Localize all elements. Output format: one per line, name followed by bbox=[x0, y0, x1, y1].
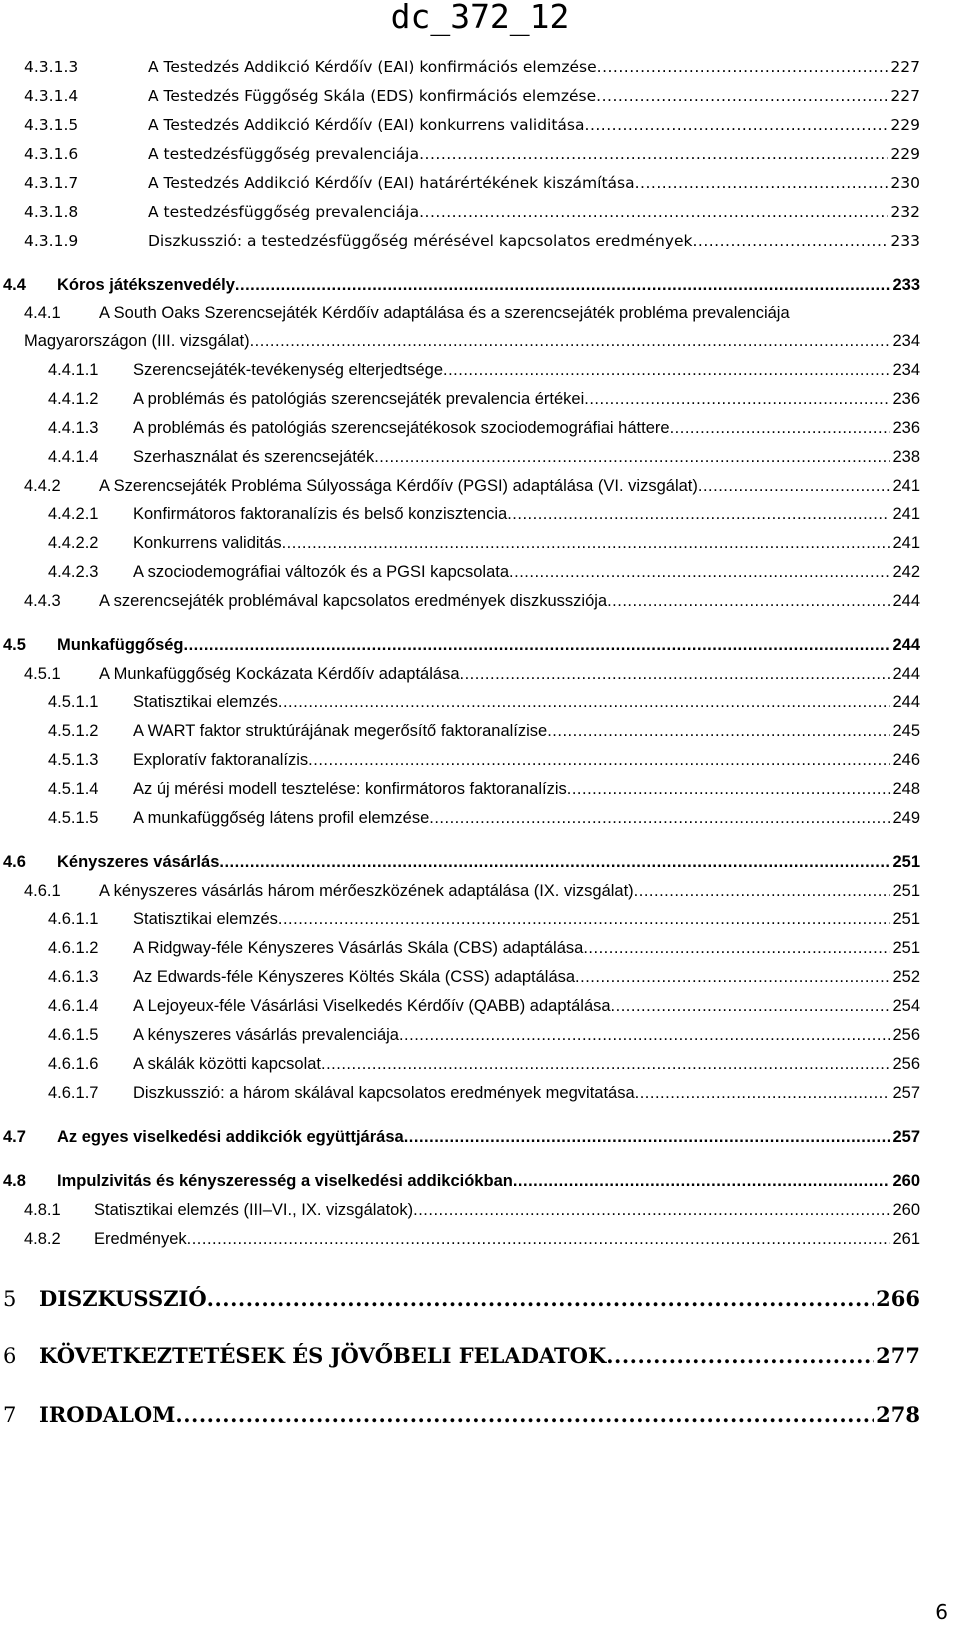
toc-dot-leader bbox=[513, 1172, 891, 1191]
toc-entry-number: 4.4.2.1 bbox=[48, 505, 99, 523]
toc-entry-number: 4.3.1.6 bbox=[24, 145, 79, 163]
toc-entry-page: 266 bbox=[876, 1286, 920, 1311]
toc-entry-number: 4.4.2.3 bbox=[48, 563, 99, 581]
toc-entry-page: 260 bbox=[892, 1201, 920, 1219]
toc-dot-leader bbox=[184, 636, 891, 655]
toc-entry-title: A WART faktor struktúrájának megerősítő faktoranalízise bbox=[133, 722, 548, 740]
toc-entry-title: A kényszeres vásárlás három mérőeszközének adaptálása (IX. vizsgálat) bbox=[99, 882, 634, 900]
toc-entry-number: 4.4.2 bbox=[24, 477, 61, 495]
toc-dot-leader bbox=[692, 232, 888, 250]
toc-entry[interactable] bbox=[48, 751, 920, 770]
toc-entry-number: 4.6.1.4 bbox=[48, 997, 99, 1015]
page-number: 6 bbox=[935, 1600, 948, 1624]
toc-entry-number: 4.6.1.7 bbox=[48, 1084, 99, 1102]
toc-dot-leader bbox=[419, 203, 888, 221]
toc-entry-page: 248 bbox=[892, 780, 920, 798]
toc-entry[interactable] bbox=[24, 116, 920, 134]
toc-entry-number: 4.5.1.4 bbox=[48, 780, 99, 798]
toc-entry-title: Diszkusszió: a három skálával kapcsolatos eredmények megvitatása bbox=[133, 1084, 635, 1102]
toc-entry-number: 4.6.1.5 bbox=[48, 1026, 99, 1044]
toc-entry[interactable] bbox=[48, 693, 920, 712]
toc-entry-page: 252 bbox=[892, 968, 920, 986]
toc-entry-page: 249 bbox=[892, 809, 920, 827]
toc-entry-number: 4.4.1.1 bbox=[48, 361, 99, 379]
document-id-header: dc_372_12 bbox=[390, 0, 570, 36]
toc-entry-title: A problémás és patológiás szerencsejátékosok szociodemográfiai háttere bbox=[133, 419, 670, 437]
toc-entry-title: A South Oaks Szerencsejáték Kérdőív adaptálása és a szerencsejáték probléma prevalenciája bbox=[99, 304, 790, 322]
toc-dot-leader bbox=[584, 390, 890, 409]
toc-entry-number: 4.3.1.4 bbox=[24, 87, 79, 105]
toc-entry-page: 244 bbox=[892, 665, 920, 683]
toc-entry-number: 4.4.1.4 bbox=[48, 448, 99, 466]
toc-dot-leader bbox=[278, 910, 891, 929]
toc-entry[interactable] bbox=[24, 232, 920, 250]
toc-entry-number: 4.4.1.2 bbox=[48, 390, 99, 408]
toc-entry-title: A szociodemográfiai változók és a PGSI kapcsolata bbox=[133, 563, 510, 581]
toc-entry-title: Konkurrens validitás bbox=[133, 534, 282, 552]
toc-entry[interactable] bbox=[24, 882, 920, 901]
toc-entry-number: 4.5 bbox=[3, 636, 26, 654]
toc-entry-title: Exploratív faktoranalízis bbox=[133, 751, 309, 769]
toc-entry-title: Az Edwards-féle Kényszeres Költés Skála (CSS) adaptálása bbox=[133, 968, 576, 986]
toc-dot-leader bbox=[597, 58, 889, 76]
toc-entry-number: 5 bbox=[3, 1287, 17, 1311]
toc-entry-number: 4.7 bbox=[3, 1128, 26, 1146]
toc-entry-number: 4.3.1.8 bbox=[24, 203, 79, 221]
toc-entry-title: A Lejoyeux-féle Vásárlási Viselkedés Kérdőív (QABB) adaptálása bbox=[133, 997, 611, 1015]
toc-dot-leader bbox=[404, 1128, 891, 1147]
toc-entry[interactable] bbox=[48, 419, 920, 438]
toc-entry[interactable] bbox=[48, 361, 920, 380]
toc-entry-title: A Testedzés Addikció Kérdőív (EAI) konkurrens validitása bbox=[148, 116, 585, 134]
toc-entry-title: A szerencsejáték problémával kapcsolatos eredmények diszkussziója bbox=[99, 592, 608, 610]
toc-entry[interactable] bbox=[24, 665, 920, 684]
toc-dot-leader bbox=[278, 693, 891, 712]
toc-entry-number: 4.3.1.7 bbox=[24, 174, 79, 192]
toc-entry-title: A Testedzés Addikció Kérdőív (EAI) konfirmációs elemzése bbox=[148, 58, 597, 76]
toc-entry[interactable] bbox=[3, 1402, 920, 1427]
toc-dot-leader bbox=[635, 1084, 891, 1103]
toc-dot-leader bbox=[374, 448, 890, 467]
toc-dot-leader bbox=[399, 1026, 891, 1045]
toc-dot-leader bbox=[634, 882, 891, 901]
toc-entry-number: 4.4.3 bbox=[24, 592, 61, 610]
toc-entry[interactable] bbox=[3, 1172, 920, 1191]
toc-entry-number: 4.6.1.3 bbox=[48, 968, 99, 986]
toc-entry-number: 7 bbox=[3, 1403, 17, 1427]
toc-entry-title: Az új mérési modell tesztelése: konfirmátoros faktoranalízis bbox=[133, 780, 567, 798]
toc-dot-leader bbox=[635, 174, 889, 192]
toc-entry-page: 246 bbox=[892, 751, 920, 769]
toc-dot-leader bbox=[698, 477, 891, 496]
toc-entry[interactable] bbox=[48, 534, 920, 553]
toc-entry[interactable] bbox=[3, 1286, 920, 1311]
toc-entry-number: 4.6.1.6 bbox=[48, 1055, 99, 1073]
toc-entry-page: 277 bbox=[876, 1343, 920, 1368]
toc-dot-leader bbox=[207, 1286, 874, 1311]
toc-entry-page: 229 bbox=[890, 116, 920, 134]
toc-entry[interactable] bbox=[48, 505, 920, 524]
toc-entry-title: Szerhasználat és szerencsejáték bbox=[133, 448, 375, 466]
toc-entry-page: 242 bbox=[892, 563, 920, 581]
toc-entry[interactable] bbox=[48, 390, 920, 409]
toc-entry[interactable] bbox=[24, 592, 920, 611]
toc-entry-page: 244 bbox=[892, 693, 920, 711]
toc-entry[interactable] bbox=[24, 174, 920, 192]
toc-entry-number: 4.8 bbox=[3, 1172, 26, 1190]
toc-entry-page: 236 bbox=[892, 419, 920, 437]
toc-entry-number: 4.6.1.1 bbox=[48, 910, 99, 928]
toc-dot-leader bbox=[583, 939, 890, 958]
toc-dot-leader bbox=[413, 1201, 890, 1220]
toc-entry-page: 261 bbox=[892, 1230, 920, 1248]
toc-entry-page: 238 bbox=[892, 448, 920, 466]
toc-dot-leader bbox=[611, 997, 891, 1016]
toc-entry-number: 4.4.2.2 bbox=[48, 534, 99, 552]
toc-dot-leader bbox=[187, 1230, 891, 1249]
toc-entry-number: 4.8.2 bbox=[24, 1230, 61, 1248]
toc-entry-page: 251 bbox=[892, 882, 920, 900]
toc-dot-leader bbox=[507, 505, 890, 524]
toc-dot-leader bbox=[308, 751, 890, 770]
toc-entry[interactable] bbox=[48, 780, 920, 799]
toc-entry[interactable] bbox=[3, 636, 920, 655]
toc-dot-leader bbox=[607, 592, 890, 611]
toc-entry[interactable] bbox=[3, 276, 920, 295]
toc-entry-title: A Testedzés Függőség Skála (EDS) konfirmációs elemzése bbox=[148, 87, 597, 105]
toc-dot-leader bbox=[585, 116, 889, 134]
toc-dot-leader bbox=[670, 419, 891, 438]
toc-dot-leader bbox=[419, 145, 888, 163]
toc-entry-title: Statisztikai elemzés bbox=[133, 693, 278, 711]
toc-entry-title: Munkafüggőség bbox=[57, 636, 184, 654]
toc-entry-title: Az egyes viselkedési addikciók együttjárása bbox=[57, 1128, 404, 1146]
toc-entry-number: 4.8.1 bbox=[24, 1201, 61, 1219]
toc-entry-title: A Szerencsejáték Probléma Súlyossága Kérdőív (PGSI) adaptálása (VI. vizsgálat) bbox=[99, 477, 698, 495]
toc-entry-title: Szerencsejáték-tevékenység elterjedtsége bbox=[133, 361, 444, 379]
toc-dot-leader bbox=[321, 1055, 890, 1074]
toc-entry-page: 232 bbox=[890, 203, 920, 221]
toc-entry-number: 6 bbox=[3, 1344, 17, 1368]
toc-entry-page: 256 bbox=[892, 1055, 920, 1073]
toc-dot-leader bbox=[282, 534, 891, 553]
toc-entry-page: 233 bbox=[890, 232, 920, 250]
toc-entry-page: 257 bbox=[892, 1128, 920, 1146]
toc-entry-continuation-line[interactable] bbox=[24, 332, 920, 351]
toc-entry[interactable] bbox=[48, 1055, 920, 1074]
toc-entry[interactable] bbox=[48, 563, 920, 582]
toc-entry-number: 4.6 bbox=[3, 853, 26, 871]
toc-entry-number: 4.5.1 bbox=[24, 665, 61, 683]
toc-entry-page: 256 bbox=[892, 1026, 920, 1044]
toc-dot-leader bbox=[235, 276, 891, 295]
toc-dot-leader bbox=[547, 722, 890, 741]
toc-entry-title: Statisztikai elemzés bbox=[133, 910, 278, 928]
toc-entry-number: 4.5.1.3 bbox=[48, 751, 99, 769]
toc-entry-title: Konfirmátoros faktoranalízis és belső konzisztencia bbox=[133, 505, 508, 523]
toc-entry[interactable] bbox=[3, 853, 920, 872]
toc-entry-title: A munkafüggőség látens profil elemzése bbox=[133, 809, 430, 827]
toc-entry-page: 241 bbox=[892, 505, 920, 523]
toc-entry[interactable] bbox=[24, 477, 920, 496]
toc-entry-page: 254 bbox=[892, 997, 920, 1015]
toc-entry-title: A problémás és patológiás szerencsejáték prevalencia értékei bbox=[133, 390, 585, 408]
toc-entry-page: 234 bbox=[892, 361, 920, 379]
toc-entry[interactable] bbox=[48, 968, 920, 987]
toc-entry-title: KÖVETKEZTETÉSEK ÉS JÖVŐBELI FELADATOK bbox=[39, 1343, 607, 1368]
toc-entry-page: 251 bbox=[892, 910, 920, 928]
toc-entry-page: 241 bbox=[892, 534, 920, 552]
toc-entry-number: 4.4.1 bbox=[24, 304, 61, 322]
toc-entry-title: Impulzivitás és kényszeresség a viselkedési addikciókban bbox=[57, 1172, 513, 1190]
toc-entry-page: 251 bbox=[892, 853, 920, 871]
toc-entry-title-continuation: Magyarországon (III. vizsgálat) bbox=[24, 332, 250, 350]
toc-entry[interactable] bbox=[48, 939, 920, 958]
toc-entry[interactable] bbox=[3, 1128, 920, 1147]
toc-entry-number: 4.6.1 bbox=[24, 882, 61, 900]
toc-entry[interactable] bbox=[48, 448, 920, 467]
toc-entry-number: 4.5.1.2 bbox=[48, 722, 99, 740]
toc-entry-title: Kényszeres vásárlás bbox=[57, 853, 220, 871]
toc-entry[interactable] bbox=[24, 145, 920, 163]
toc-entry[interactable] bbox=[24, 58, 920, 76]
toc-dot-leader bbox=[429, 809, 890, 828]
toc-entry-page: 241 bbox=[892, 477, 920, 495]
toc-entry-title: A Munkafüggőség Kockázata Kérdőív adaptálása bbox=[99, 665, 460, 683]
toc-entry[interactable] bbox=[48, 910, 920, 929]
toc-entry[interactable] bbox=[48, 997, 920, 1016]
toc-entry-page: 260 bbox=[892, 1172, 920, 1190]
toc-entry[interactable] bbox=[3, 1343, 920, 1368]
toc-entry-page: 227 bbox=[890, 58, 920, 76]
toc-entry-title: A Ridgway-féle Kényszeres Vásárlás Skála (CBS) adaptálása bbox=[133, 939, 584, 957]
toc-entry-page: 234 bbox=[892, 332, 920, 350]
toc-entry-page: 244 bbox=[892, 636, 920, 654]
toc-entry-title: A kényszeres vásárlás prevalenciája bbox=[133, 1026, 399, 1044]
toc-entry-number: 4.4.1.3 bbox=[48, 419, 99, 437]
toc-entry[interactable] bbox=[24, 1201, 920, 1220]
toc-entry-page: 236 bbox=[892, 390, 920, 408]
toc-entry-page: 229 bbox=[890, 145, 920, 163]
toc-dot-leader bbox=[460, 665, 891, 684]
toc-entry-title: DISZKUSSZIÓ bbox=[39, 1286, 207, 1311]
toc-entry-page: 233 bbox=[892, 276, 920, 294]
toc-dot-leader bbox=[606, 1343, 874, 1368]
toc-entry-title: Diszkusszió: a testedzésfüggőség mérésével kapcsolatos eredmények bbox=[148, 232, 693, 250]
toc-entry[interactable] bbox=[24, 304, 920, 323]
toc-dot-leader bbox=[575, 968, 890, 987]
toc-entry[interactable] bbox=[48, 1084, 920, 1103]
toc-entry-number: 4.4 bbox=[3, 276, 26, 294]
toc-entry-title: Statisztikai elemzés (III–VI., IX. vizsgálatok) bbox=[94, 1201, 414, 1219]
toc-entry[interactable] bbox=[24, 1230, 920, 1249]
toc-entry-title: A skálák közötti kapcsolat bbox=[133, 1055, 322, 1073]
toc-entry-title: A Testedzés Addikció Kérdőív (EAI) határértékének kiszámítása bbox=[148, 174, 635, 192]
toc-entry-number: 4.6.1.2 bbox=[48, 939, 99, 957]
toc-entry-number: 4.3.1.5 bbox=[24, 116, 79, 134]
toc-dot-leader bbox=[567, 780, 891, 799]
toc-entry-page: 278 bbox=[876, 1402, 920, 1427]
toc-entry-page: 245 bbox=[892, 722, 920, 740]
toc-entry[interactable] bbox=[24, 203, 920, 221]
toc-entry-page: 257 bbox=[892, 1084, 920, 1102]
toc-entry-page: 227 bbox=[890, 87, 920, 105]
toc-entry-number: 4.3.1.9 bbox=[24, 232, 79, 250]
toc-dot-leader bbox=[219, 853, 890, 872]
toc-entry-number: 4.3.1.3 bbox=[24, 58, 79, 76]
toc-entry[interactable] bbox=[24, 87, 920, 105]
toc-entry[interactable] bbox=[48, 722, 920, 741]
toc-entry-title: IRODALOM bbox=[39, 1402, 176, 1427]
toc-entry-title: A testedzésfüggőség prevalenciája bbox=[148, 145, 420, 163]
toc-dot-leader bbox=[443, 361, 890, 380]
toc-entry-title: Eredmények bbox=[94, 1230, 187, 1248]
toc-entry-page: 244 bbox=[892, 592, 920, 610]
toc-entry[interactable] bbox=[48, 1026, 920, 1045]
toc-entry-title: A testedzésfüggőség prevalenciája bbox=[148, 203, 420, 221]
toc-entry[interactable] bbox=[48, 809, 920, 828]
toc-entry-number: 4.5.1.5 bbox=[48, 809, 99, 827]
toc-dot-leader bbox=[509, 563, 890, 582]
toc-dot-leader bbox=[250, 332, 891, 351]
toc-entry-title: Kóros játékszenvedély bbox=[57, 276, 235, 294]
toc-entry-number: 4.5.1.1 bbox=[48, 693, 99, 711]
toc-entry-page: 251 bbox=[892, 939, 920, 957]
toc-dot-leader bbox=[175, 1402, 874, 1427]
toc-dot-leader bbox=[596, 87, 888, 105]
toc-entry-page: 230 bbox=[890, 174, 920, 192]
